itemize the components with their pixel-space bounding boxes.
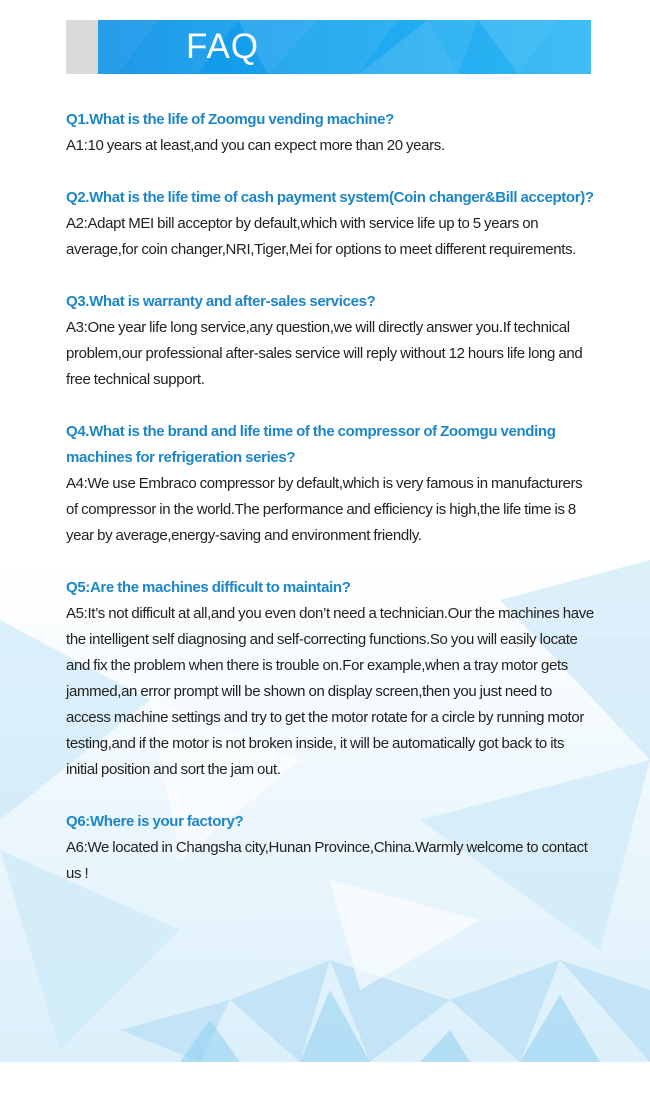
faq-item xyxy=(66,809,596,887)
faq-answer: A1:10 years at least,and you can expect more than 20 years. xyxy=(66,137,445,154)
faq-question: Q5:Are the machines difficult to maintain? xyxy=(66,579,351,596)
faq-answer: A6:We located in Changsha city,Hunan Province,China.Warmly welcome to contact us ! xyxy=(66,839,588,882)
page-title: FAQ xyxy=(186,27,260,66)
faq-question: Q4.What is the brand and life time of the compressor of Zoomgu vending machines for refrigeration series? xyxy=(66,423,556,466)
header-grey-block xyxy=(66,20,98,74)
faq-question: Q3.What is warranty and after-sales services? xyxy=(66,293,376,310)
faq-list xyxy=(66,107,596,913)
header-blue-bar xyxy=(98,20,591,74)
faq-question: Q1.What is the life of Zoomgu vending machine? xyxy=(66,111,394,128)
faq-question: Q2.What is the life time of cash payment system(Coin changer&Bill acceptor)? xyxy=(66,189,594,206)
faq-answer: A5:It’s not difficult at all,and you even don’t need a technician.Our the machines have the intelligent self diagnosing and self-correcting functions.So you will easily locate and fix the problem when there is trouble on.For example,when a tray motor gets jammed,an error prompt will be shown on display screen,then you just need to access machine settings and try to get the motor rotate for a circle by running motor testing,and if the motor is not broken inside, it will be automatically got back to its initial position and sort the jam out. xyxy=(66,605,594,778)
faq-header-banner xyxy=(66,20,591,74)
faq-item xyxy=(66,575,596,783)
faq-item xyxy=(66,289,596,393)
faq-item xyxy=(66,419,596,549)
header-polygon-pattern xyxy=(98,20,591,74)
faq-answer: A2:Adapt MEI bill acceptor by default,which with service life up to 5 years on average,for coin changer,NRI,Tiger,Mei for options to meet different requirements. xyxy=(66,215,577,258)
faq-answer: A4:We use Embraco compressor by default,which is very famous in manufacturers of compressor in the world.The performance and efficiency is high,the life time is 8 year by average,energy-saving and environment friendly. xyxy=(66,475,583,544)
faq-item xyxy=(66,107,596,159)
faq-question: Q6:Where is your factory? xyxy=(66,813,244,830)
faq-item xyxy=(66,185,596,263)
faq-answer: A3:One year life long service,any question,we will directly answer you.If technical problem,our professional after-sales service will reply without 12 hours life long and free technical support. xyxy=(66,319,583,388)
